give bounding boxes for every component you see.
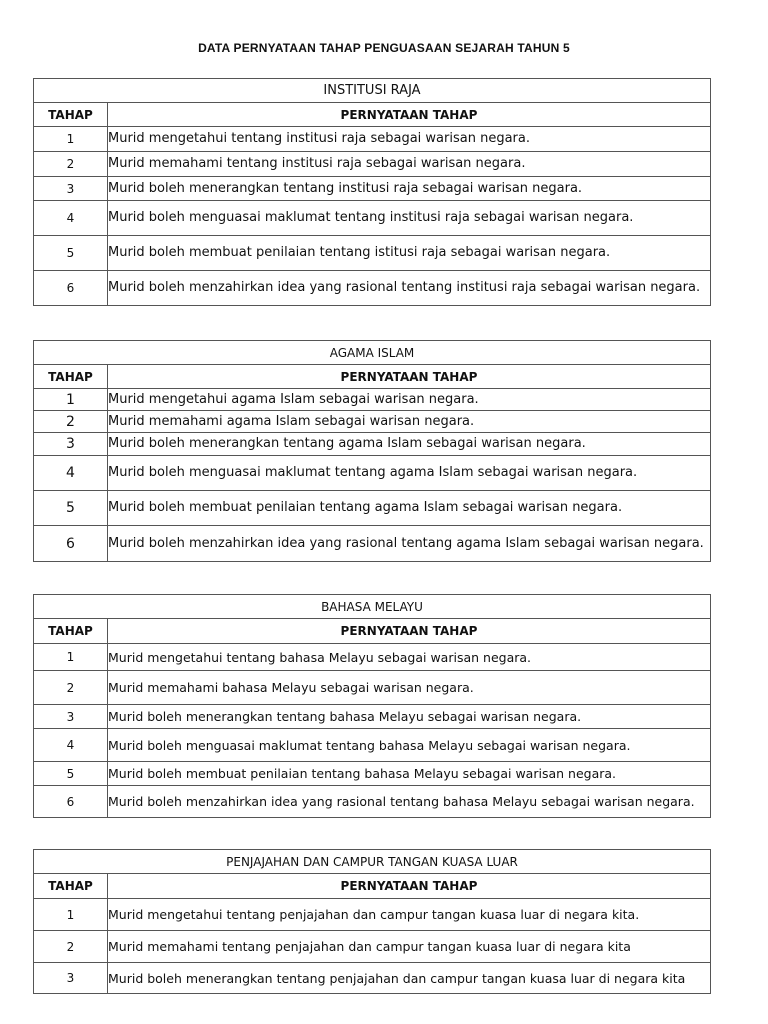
tahap-cell: 3 [34, 705, 108, 729]
tahap-cell: 1 [34, 644, 108, 671]
tahap-cell: 4 [34, 456, 108, 491]
tahap-cell: 3 [34, 177, 108, 201]
statement-cell: Murid boleh membuat penilaian tentang agama Islam sebagai warisan negara. [108, 491, 711, 526]
statement-cell: Murid boleh menerangkan tentang institusi raja sebagai warisan negara. [108, 177, 711, 201]
statement-cell: Murid boleh menerangkan tentang bahasa Melayu sebagai warisan negara. [108, 705, 711, 729]
tahap-cell: 3 [34, 433, 108, 456]
statement-cell: Murid mengetahui agama Islam sebagai warisan negara. [108, 389, 711, 411]
statement-cell: Murid mengetahui tentang penjajahan dan campur tangan kuasa luar di negara kita. [108, 899, 711, 931]
column-header-pernyataan: PERNYATAAN TAHAP [108, 103, 711, 127]
tahap-cell: 2 [34, 411, 108, 433]
statement-cell: Murid boleh menguasai maklumat tentang bahasa Melayu sebagai warisan negara. [108, 729, 711, 762]
section-heading: AGAMA ISLAM [34, 341, 711, 365]
tahap-cell: 5 [34, 236, 108, 271]
tahap-cell: 4 [34, 729, 108, 762]
section-table-penjajahan [33, 849, 711, 994]
statement-cell: Murid boleh menzahirkan idea yang rasional tentang institusi raja sebagai warisan negara. [108, 271, 711, 306]
tahap-cell: 1 [34, 389, 108, 411]
tahap-cell: 6 [34, 526, 108, 562]
statement-cell: Murid boleh menguasai maklumat tentang agama Islam sebagai warisan negara. [108, 456, 711, 491]
statement-cell: Murid memahami agama Islam sebagai warisan negara. [108, 411, 711, 433]
tahap-cell: 1 [34, 127, 108, 152]
statement-cell: Murid memahami tentang institusi raja sebagai warisan negara. [108, 152, 711, 177]
column-header-tahap: TAHAP [34, 365, 108, 389]
column-header-pernyataan: PERNYATAAN TAHAP [108, 874, 711, 899]
column-header-tahap: TAHAP [34, 874, 108, 899]
tahap-cell: 4 [34, 201, 108, 236]
tahap-cell: 2 [34, 671, 108, 705]
section-table-institusi-raja [33, 78, 711, 306]
section-heading: BAHASA MELAYU [34, 595, 711, 619]
tahap-cell: 2 [34, 152, 108, 177]
statement-cell: Murid mengetahui tentang institusi raja sebagai warisan negara. [108, 127, 711, 152]
section-table-agama-islam [33, 340, 711, 562]
tahap-cell: 6 [34, 271, 108, 306]
tahap-cell: 5 [34, 491, 108, 526]
page-title: DATA PERNYATAAN TAHAP PENGUASAAN SEJARAH TAHUN 5 [198, 41, 570, 55]
statement-cell: Murid boleh membuat penilaian tentang istitusi raja sebagai warisan negara. [108, 236, 711, 271]
statement-cell: Murid mengetahui tentang bahasa Melayu sebagai warisan negara. [108, 644, 711, 671]
statement-cell: Murid memahami tentang penjajahan dan campur tangan kuasa luar di negara kita [108, 931, 711, 963]
statement-cell: Murid memahami bahasa Melayu sebagai warisan negara. [108, 671, 711, 705]
tahap-cell: 3 [34, 963, 108, 994]
statement-cell: Murid boleh menerangkan tentang penjajahan dan campur tangan kuasa luar di negara kita [108, 963, 711, 994]
column-header-pernyataan: PERNYATAAN TAHAP [108, 619, 711, 644]
column-header-tahap: TAHAP [34, 619, 108, 644]
section-table-bahasa-melayu [33, 594, 711, 818]
statement-cell: Murid boleh menzahirkan idea yang rasional tentang bahasa Melayu sebagai warisan negara. [108, 786, 711, 818]
statement-cell: Murid boleh menerangkan tentang agama Islam sebagai warisan negara. [108, 433, 711, 456]
tahap-cell: 2 [34, 931, 108, 963]
tahap-cell: 5 [34, 762, 108, 786]
statement-cell: Murid boleh membuat penilaian tentang bahasa Melayu sebagai warisan negara. [108, 762, 711, 786]
statement-cell: Murid boleh menzahirkan idea yang rasional tentang agama Islam sebagai warisan negara. [108, 526, 711, 562]
column-header-tahap: TAHAP [34, 103, 108, 127]
tahap-cell: 1 [34, 899, 108, 931]
section-heading: PENJAJAHAN DAN CAMPUR TANGAN KUASA LUAR [34, 850, 711, 874]
column-header-pernyataan: PERNYATAAN TAHAP [108, 365, 711, 389]
statement-cell: Murid boleh menguasai maklumat tentang institusi raja sebagai warisan negara. [108, 201, 711, 236]
section-heading: INSTITUSI RAJA [34, 79, 711, 103]
tahap-cell: 6 [34, 786, 108, 818]
